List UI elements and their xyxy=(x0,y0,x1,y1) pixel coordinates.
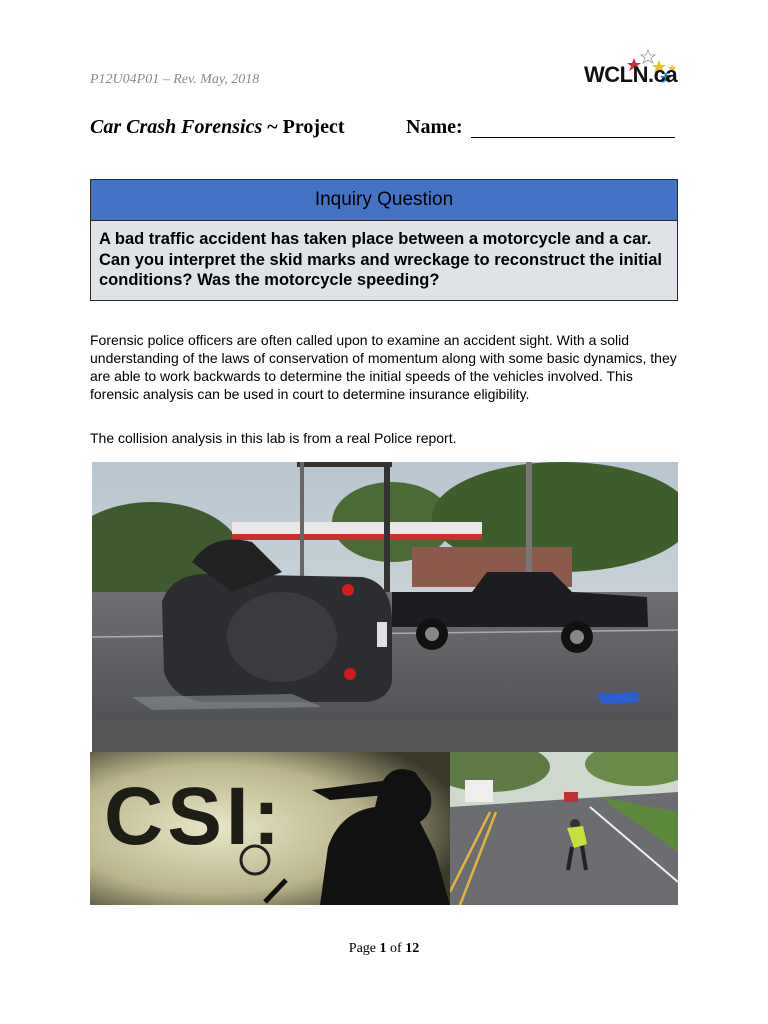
page-current: 1 xyxy=(379,941,387,956)
page-word: Page xyxy=(348,941,377,956)
page-total: 12 xyxy=(405,941,420,956)
project-title-suffix: ~ Project xyxy=(262,116,345,138)
project-title: Car Crash Forensics xyxy=(90,116,263,138)
crash-scene-photo xyxy=(92,462,678,752)
inquiry-question-box xyxy=(90,179,678,301)
page-footer xyxy=(0,941,768,957)
inquiry-question-text: A bad traffic accident has taken place between a motorcycle and a car. Can you interpret the skid marks and wreckage to reconstruct the initial conditions? Was the motorcycle speeding? xyxy=(91,221,677,300)
wcln-logo xyxy=(582,44,682,92)
inquiry-heading: Inquiry Question xyxy=(91,180,677,221)
csi-text: CSI: xyxy=(104,771,284,862)
collision-note-paragraph: The collision analysis in this lab is from a real Police report. xyxy=(90,430,457,446)
document-revision-id: P12U04P01 – Rev. May, 2018 xyxy=(90,72,260,87)
intro-paragraph: Forensic police officers are often called upon to examine an accident sight. With a solid understanding of the laws of conservation of momentum along with some basic dynamics, they are able to work backwards to determine the initial speeds of the vehicles involved. This forensic analysis can be used in court to determine insurance eligibility. xyxy=(90,332,677,402)
logo-text: WCLN.ca xyxy=(584,62,678,87)
title-row xyxy=(90,116,680,140)
name-blank-line[interactable] xyxy=(471,137,675,138)
officer-road-photo xyxy=(450,752,678,905)
of-word: of xyxy=(390,941,402,956)
csi-investigator-photo xyxy=(90,752,450,905)
name-label: Name: xyxy=(406,116,463,138)
